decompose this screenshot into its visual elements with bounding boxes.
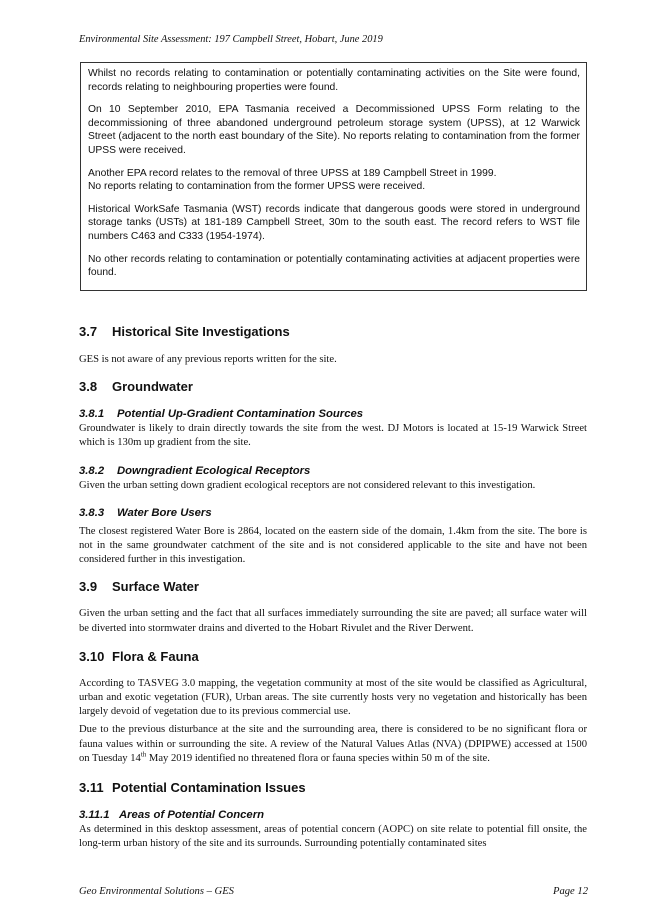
section-title: Potential Up-Gradient Contamination Sources	[117, 408, 364, 421]
heading-water-bore-users	[79, 506, 587, 520]
text-run: Due to the previous disturbance at the site and the surrounding area, there is considered to be no significant flora or fauna values within or surrounding the site. A review of the Natural Values Atlas (NVA) (DPIPWE) accessed at 1500 on Tuesday 14	[79, 724, 587, 764]
paragraph: Given the urban setting down gradient ecological receptors are not considered relevant to this investigation.	[79, 479, 536, 491]
box-paragraph: No other records relating to contamination or potentially contaminating activities at adjacent properties were found.	[88, 253, 580, 279]
section-title: Surface Water	[112, 579, 199, 595]
box-paragraph	[88, 167, 580, 194]
footer-company: Geo Environmental Solutions – GES	[79, 886, 234, 897]
box-paragraph: Whilst no records relating to contamination or potentially contaminating activities on the Site were found, records relating to neighbouring properties were found.	[88, 68, 580, 93]
section-title: Downgradient Ecological Receptors	[117, 464, 311, 477]
section-number: 3.9	[79, 579, 98, 595]
heading-historical-site-investigations	[79, 324, 587, 340]
box-line: Another EPA record relates to the removal of three UPSS at 189 Campbell Street in 1999.	[88, 167, 497, 179]
paragraph: GES is not aware of any previous reports written for the site.	[79, 354, 337, 365]
section-number: 3.8.1	[79, 408, 105, 421]
heading-up-gradient-sources	[79, 407, 587, 421]
section-title: Potential Contamination Issues	[112, 780, 306, 796]
box-paragraph: Historical WorkSafe Tasmania (WST) records indicate that dangerous goods were stored in underground storage tanks (USTs) at 181-189 Campbell Street, 30m to the south east. The record refers to WST file numbers C463 and C333 (1954-1974).	[88, 203, 580, 242]
paragraph: According to TASVEG 3.0 mapping, the vegetation community at most of the site would be classified as Agricultural, urban and exotic vegetation (FUR), Urban areas. The site currently hosts very no vegetation and historically has been largely devoid of vegetation due to its previous commercial use.	[79, 677, 587, 718]
section-title: Areas of Potential Concern	[119, 809, 265, 822]
page-number: Page 12	[552, 886, 588, 897]
box-line: No reports relating to contamination from the former UPSS were received.	[88, 181, 426, 193]
superscript: th	[140, 750, 147, 759]
heading-surface-water	[79, 579, 587, 595]
main-content	[79, 320, 587, 851]
paragraph: The closest registered Water Bore is 2864, located on the eastern side of the domain, 1.4km from the site. The bore is not in the same groundwater catchment of the site and is not considered applicable to the site and have not been considered further in this investigation.	[79, 525, 587, 566]
heading-flora-fauna	[79, 649, 587, 665]
paragraph: Given the urban setting and the fact that all surfaces immediately surrounding the site are paved; all surface water will be diverted into stormwater drains and diverted to the Hobart Rivulet and the River Derwent.	[79, 608, 587, 634]
heading-potential-contamination	[79, 780, 587, 796]
section-title: Groundwater	[112, 379, 193, 395]
text-run: May 2019 identified no threatened flora or fauna species within 50 m of the site.	[146, 752, 490, 764]
section-title: Flora & Fauna	[112, 648, 199, 664]
section-title: Water Bore Users	[117, 506, 212, 519]
section-number: 3.11	[79, 780, 104, 796]
section-number: 3.10	[79, 648, 105, 664]
heading-areas-of-concern	[79, 808, 587, 822]
paragraph: As determined in this desktop assessment, areas of potential concern (AOPC) on site relate to potential fill onsite, the long-term urban history of the site and its surrounds. Surrounding potentially contaminated sites	[79, 824, 587, 850]
section-number: 3.8.3	[79, 506, 105, 519]
box-paragraph: On 10 September 2010, EPA Tasmania received a Decommissioned UPSS Form relating to the decommissioning of three abandoned underground petroleum storage system (UPSS), at 12 Warwick Street (adjacent to the north east boundary of the Site). No reports relating to contamination from the former UPSS were received.	[88, 104, 580, 156]
section-number: 3.7	[79, 324, 98, 339]
heading-groundwater	[79, 379, 587, 395]
paragraph: Groundwater is likely to drain directly towards the site from the west. DJ Motors is located at 15-19 Warwick Street which is 130m up gradient from the site.	[79, 423, 587, 449]
section-number: 3.11.1	[79, 809, 110, 822]
paragraph	[79, 723, 587, 766]
section-number: 3.8.2	[79, 464, 105, 477]
page-header: Environmental Site Assessment: 197 Campbell Street, Hobart, June 2019	[79, 34, 383, 45]
section-number: 3.8	[79, 379, 98, 395]
heading-downgradient-receptors	[79, 464, 587, 478]
section-title: Historical Site Investigations	[112, 324, 290, 339]
records-box	[80, 62, 587, 291]
